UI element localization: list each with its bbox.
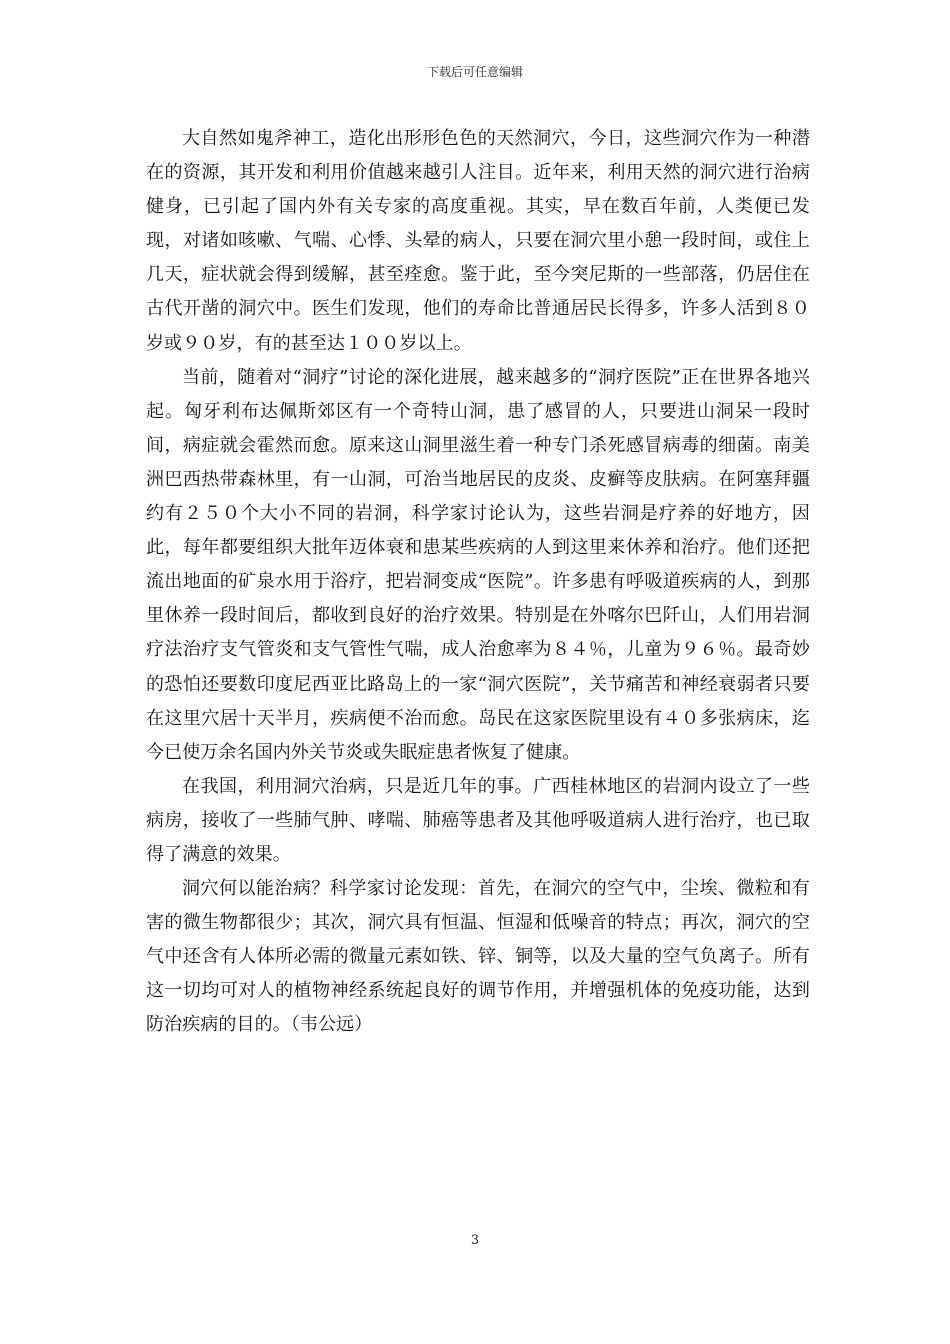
paragraph-why-caves-heal: 洞穴何以能治病？科学家讨论发现：首先，在洞穴的空气中，尘埃、微粒和有害的微生物都很少；其次，洞穴具有恒温、恒湿和低噪音的特点；再次，洞穴的空气中还含有人体所必需的微量元素如铁、锌、铜等，以及大量的空气负离子。所有这一切均可对人的植物神经系统起良好的调节作用，并增强机体的免疫功能，达到防治疾病的目的。（韦公远） xyxy=(146,878,810,1036)
paragraph-cave-hospitals-worldwide: 当前，随着对“洞疗”讨论的深化进展，越来越多的“洞疗医院”正在世界各地兴起。匈牙利布达佩斯郊区有一个奇特山洞，患了感冒的人，只要进山洞呆一段时间，病症就会霍然而愈。原来这山洞里滋生着一种专门杀死感冒病毒的细菌。南美洲巴西热带森林里，有一山洞，可治当地居民的皮炎、皮癣等皮肤病。在阿塞拜疆约有２５０个大小不同的岩洞，科学家讨论认为，这些岩洞是疗养的好地方，因此，每年都要组织大批年迈体衰和患某些疾病的人到这里来休养和治疗。他们还把流出地面的矿泉水用于浴疗，把岩洞变成“医院”。许多患有呼吸道疾病的人，到那里休养一段时间后，都收到良好的治疗效果。特别是在外喀尔巴阡山，人们用岩洞疗法治疗支气管炎和支气管性气喘，成人治愈率为８４％，儿童为９６％。最奇妙的恐怕还要数印度尼西亚比路岛上的一家“洞穴医院”，关节痛苦和神经衰弱者只要在这里穴居十天半月，疾病便不治而愈。岛民在这家医院里设有４０多张病床，迄今已使万余名国内外关节炎或失眠症患者恢复了健康。 xyxy=(146,366,810,763)
paragraph-cave-treatment-china: 在我国，利用洞穴治病，只是近几年的事。广西桂林地区的岩洞内设立了一些病房，接收了一些肺气肿、哮喘、肺癌等患者及其他呼吸道病人进行治疗，也已取得了满意的效果。 xyxy=(146,775,810,865)
page-header: 下载后可任意编辑 xyxy=(426,65,523,79)
article-body xyxy=(146,122,810,1043)
page-number: 3 xyxy=(470,1233,480,1248)
paragraph-cave-resources: 大自然如鬼斧神工，造化出形形色色的天然洞穴，今日，这些洞穴作为一种潜在的资源，其开发和利用价值越来越引人注目。近年来，利用天然的洞穴进行治病健身，已引起了国内外有关专家的高度重视。其实，早在数百年前，人类便已发现，对诸如咳嗽、气喘、心悸、头晕的病人，只要在洞穴里小憩一段时间，或住上几天，症状就会得到缓解，甚至痊愈。鉴于此，至今突尼斯的一些部落，仍居住在古代开凿的洞穴中。医生们发现，他们的寿命比普通居民长得多，许多人活到８０岁或９０岁，有的甚至达１００岁以上。 xyxy=(146,128,810,354)
